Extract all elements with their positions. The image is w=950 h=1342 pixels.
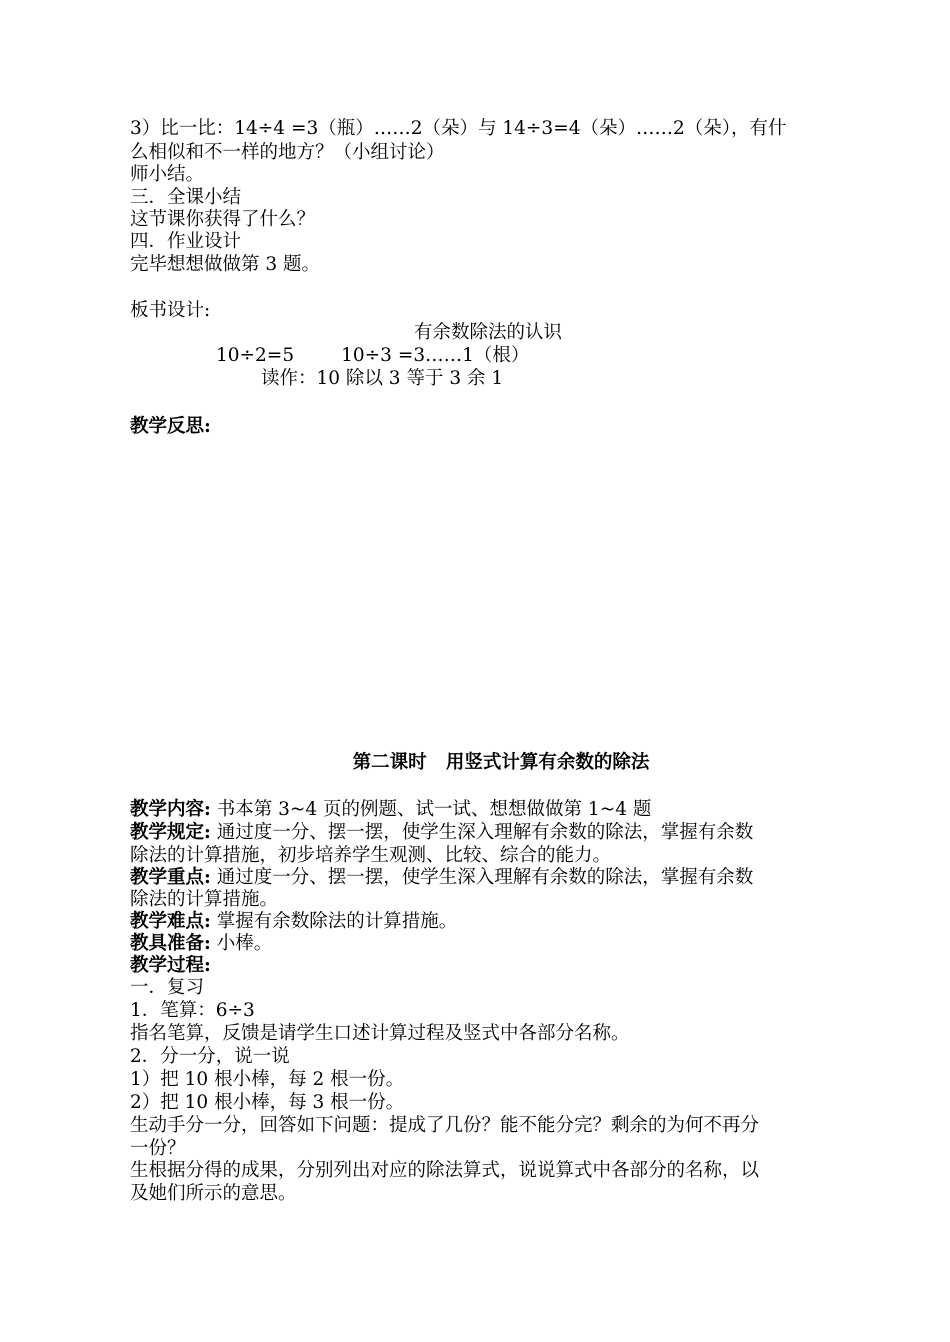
- content-text: 书本第 3~4 页的例题、试一试、想想做做第 1~4 题: [216, 799, 652, 820]
- lesson2-title: 第二课时 用竖式计算有余数的除法: [352, 752, 650, 773]
- compare-line-2: 么相似和不一样的地方？（小组讨论）: [130, 142, 445, 163]
- review-heading: 一．复习: [130, 977, 205, 998]
- question-line-2: 一份？: [130, 1138, 186, 1159]
- divide-heading: 2．分一分，说一说: [130, 1046, 290, 1067]
- tools-text: 小棒。: [216, 933, 273, 954]
- section3-question: 这节课你获得了什么？: [130, 209, 316, 230]
- goal-label: 教学规定:: [130, 822, 211, 843]
- written-calc-note: 指名笔算，反馈是请学生口述计算过程及竖式中各部分名称。: [130, 1023, 630, 1044]
- goal-text-line2: 除法的计算措施，初步培养学生观测、比较、综合的能力。: [130, 845, 612, 866]
- content-row: [130, 798, 651, 822]
- process-label: 教学过程:: [130, 955, 211, 976]
- board-title: 有余数除法的认识: [414, 322, 563, 343]
- difficulty-label: 教学难点:: [130, 911, 211, 932]
- goal-text-line1: 通过度一分、摆一摆，使学生深入理解有余数的除法，掌握有余数: [216, 822, 754, 843]
- section3-heading: 三．全课小结: [130, 187, 242, 208]
- difficulty-text: 掌握有余数除法的计算措施。: [216, 911, 458, 932]
- section4-heading: 四．作业设计: [130, 231, 242, 252]
- goal-row: [130, 821, 753, 845]
- section4-task: 完毕想想做做第 3 题。: [130, 254, 321, 275]
- key-text-line2: 除法的计算措施。: [130, 889, 279, 910]
- reflection-label: 教学反思:: [130, 416, 211, 437]
- difficulty-row: [130, 910, 457, 934]
- compare-line-1: 3）比一比：14÷4 =3（瓶）……2（朵）与 14÷3=4（朵）……2（朵），有什: [130, 118, 787, 139]
- divide-item-2: 2）把 10 根小棒，每 3 根一份。: [130, 1092, 405, 1113]
- key-text-line1: 通过度一分、摆一摆，使学生深入理解有余数的除法，掌握有余数: [216, 867, 754, 888]
- tools-label: 教具准备:: [130, 933, 211, 954]
- board-reading: 读作：10 除以 3 等于 3 余 1: [261, 368, 504, 389]
- board-equations: 10÷2=5 10÷3 =3……1（根）: [216, 345, 530, 366]
- divide-item-1: 1）把 10 根小棒，每 2 根一份。: [130, 1069, 405, 1090]
- result-line-1: 生根据分得的成果，分别列出对应的除法算式，说说算式中各部分的名称，以: [130, 1160, 760, 1181]
- teacher-summary: 师小结。: [130, 164, 205, 185]
- written-calc: 1．笔算：6÷3: [130, 1000, 255, 1021]
- tools-row: [130, 932, 272, 956]
- result-line-2: 及她们所示的意思。: [130, 1183, 297, 1204]
- question-line-1: 生动手分一分，回答如下问题：提成了几份？能不能分完？剩余的为何不再分: [130, 1115, 760, 1136]
- key-label: 教学重点:: [130, 867, 211, 888]
- key-row: [130, 866, 753, 890]
- content-label: 教学内容:: [130, 799, 211, 820]
- board-label: 板书设计:: [130, 300, 211, 321]
